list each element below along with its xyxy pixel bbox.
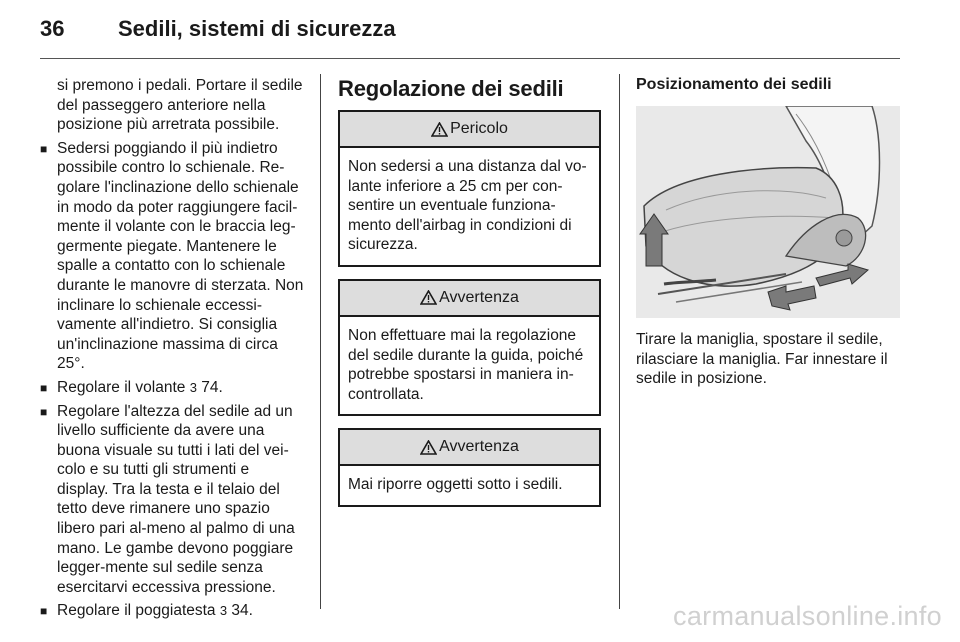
- danger-box-text: Non sedersi a una distanza dal vo-lante inferiore a 25 cm per con-sentire un eventuale funziona-mento dell'airbag in condizioni di sicurezza.: [348, 158, 587, 254]
- page-reference-icon: 3: [219, 603, 228, 619]
- warning-box-label: Avvertenza: [439, 288, 519, 306]
- list-item: [40, 139, 304, 374]
- section-heading: Regolazione dei sedili: [338, 76, 564, 101]
- page-header: [40, 16, 920, 52]
- page-reference-link[interactable]: 34.: [231, 602, 253, 620]
- warning-box-label: Avvertenza: [439, 438, 519, 456]
- page-number: 36: [40, 16, 65, 41]
- danger-box-label: Pericolo: [450, 120, 508, 137]
- warning-box-text: Non effettuare mai la regolazione del sedile durante la guida, poiché potrebbe spostarsi in maniera in-controllata.: [348, 326, 584, 403]
- warning-box: [338, 428, 601, 507]
- list-item-text: Regolare il poggiatesta: [57, 602, 216, 620]
- subsection-heading: Posizionamento dei sedili: [636, 76, 832, 93]
- warning-triangle-icon: [420, 440, 437, 455]
- warning-triangle-icon: [431, 122, 448, 137]
- warning-box-header: [340, 430, 599, 466]
- seat-adjustment-illustration: [636, 106, 900, 318]
- lead-paragraph: si premono i pedali. Portare il sedile del passeggero anteriore nella posizione più arretrata possibile.: [57, 77, 303, 134]
- list-item-text: Sedersi poggiando il più indietro possibile contro lo schienale. Re-golare l'inclinazione dello schienale in modo da poter raggiungere facil-mente il volante con le braccia leg-germente piegate. Mantenere le spalle a contatto con lo schienale durante le manovre di sterzata. Non inclinare lo schienale eccessi-vamente all'indietro. Si consiglia un'inclinazione massima di circa 25°.: [57, 139, 304, 373]
- list-item-text: Regolare il volante: [57, 378, 186, 396]
- column-divider-right: [619, 74, 620, 609]
- column-3: [636, 76, 902, 389]
- watermark: carmanualsonline.info: [673, 601, 942, 631]
- illustration-caption: Tirare la maniglia, spostare il sedile, rilasciare la maniglia. Far innestare il sedile in posizione.: [636, 331, 888, 388]
- list-item-text: Regolare l'altezza del sedile ad un livello sufficiente da avere una buona visuale su tutti i lati del vei-colo e su tutti gli strumenti e display. Tra la testa e il telaio del tetto deve rimanere uno spazio libero pari al-meno al palmo di una mano. Le gambe devono poggiare legger-mente sul sedile senza esercitarvi eccessiva pressione.: [57, 402, 295, 596]
- danger-box-header: [340, 112, 599, 148]
- bullet-icon: ■: [40, 604, 48, 619]
- column-1: [40, 76, 304, 621]
- warning-box-text: Mai riporre oggetti sotto i sedili.: [348, 476, 563, 494]
- warning-triangle-icon: [420, 290, 437, 305]
- list-item: [40, 402, 304, 598]
- page-title: Sedili, sistemi di sicurezza: [118, 16, 396, 41]
- warning-box-header: [340, 281, 599, 317]
- bullet-icon: ■: [40, 380, 48, 395]
- list-item: [40, 601, 304, 621]
- list-item: [40, 378, 304, 398]
- instruction-list: [40, 139, 304, 621]
- bullet-icon: ■: [40, 404, 48, 419]
- page-reference-link[interactable]: 74.: [201, 378, 223, 396]
- column-2: [338, 76, 601, 519]
- bullet-icon: ■: [40, 141, 48, 156]
- danger-box: [338, 110, 601, 267]
- header-rule: [40, 58, 900, 59]
- page-reference-icon: 3: [189, 379, 197, 395]
- warning-box: [338, 279, 601, 416]
- column-divider-left: [320, 74, 321, 609]
